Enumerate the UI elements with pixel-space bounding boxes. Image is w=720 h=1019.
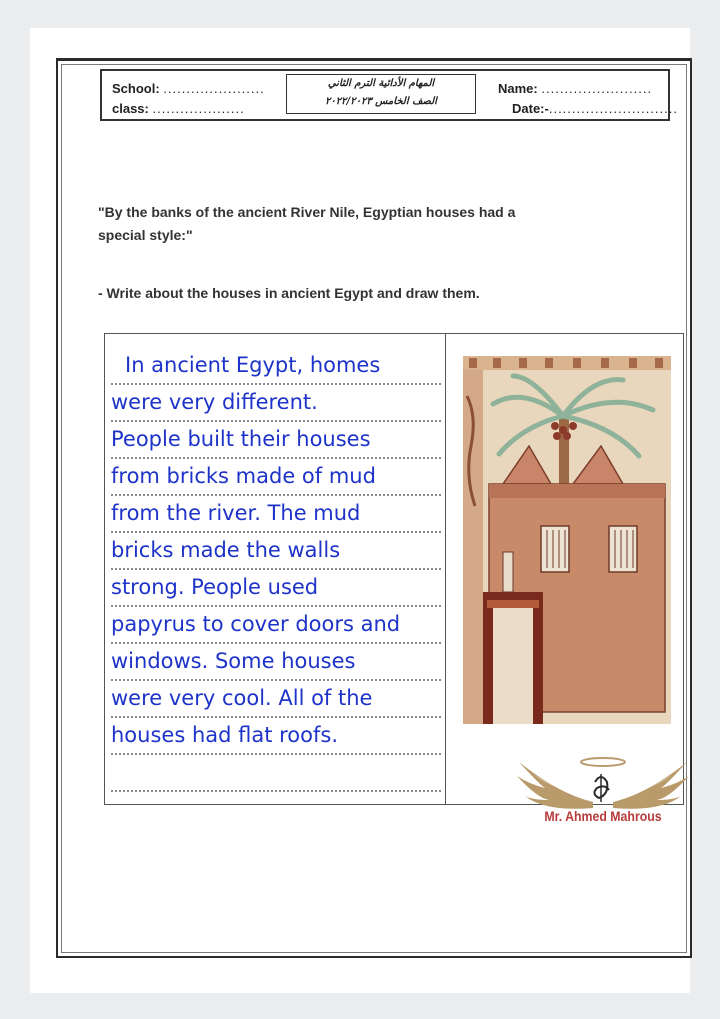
answer-line: from bricks made of mud [111, 459, 441, 496]
worksheet-page [30, 28, 690, 993]
answer-line: were very different. [111, 385, 441, 422]
answer-box [104, 333, 684, 824]
egyptian-house-painting [463, 356, 671, 724]
school-class-block [112, 79, 265, 119]
class-field: class: .................... [112, 101, 245, 116]
answer-line: from the river. The mud [111, 496, 441, 533]
column-divider [445, 334, 446, 804]
prompt-quote: "By the banks of the ancient River Nile, Egyptian houses had a special style:" [98, 204, 516, 243]
handwritten-answer [111, 348, 441, 792]
date-field: Date:-............................ [512, 101, 678, 116]
answer-line: bricks made the walls [111, 533, 441, 570]
school-blank: ...................... [163, 81, 265, 96]
class-blank: .................... [152, 101, 245, 116]
answer-line: houses had flat roofs. [111, 718, 441, 755]
date-blank: ............................ [548, 101, 678, 116]
arabic-title: المهام الأدائية الترم الثاني [327, 78, 435, 89]
name-blank: ........................ [541, 81, 653, 96]
answer-line: windows. Some houses [111, 644, 441, 681]
answer-line: were very cool. All of the [111, 681, 441, 718]
arabic-title-box [286, 74, 476, 114]
page-border [56, 58, 692, 958]
header-box [100, 69, 678, 121]
task-instruction: - Write about the houses in ancient Egypt and draw them. [98, 285, 480, 301]
answer-line: papyrus to cover doors and [111, 607, 441, 644]
author-signature: Mr. Ahmed Mahrous [544, 808, 662, 824]
answer-line: strong. People used [111, 570, 441, 607]
answer-line: People built their houses [111, 422, 441, 459]
arabic-subtitle: الصف الخامس ٢٠٢٢/٢٠٢٣ [325, 96, 437, 107]
answer-line: In ancient Egypt, homes [111, 348, 441, 385]
name-date-block [498, 79, 678, 119]
name-field: Name: ........................ [498, 81, 653, 96]
school-field: School: ...................... [112, 81, 265, 96]
answer-line [111, 755, 441, 792]
